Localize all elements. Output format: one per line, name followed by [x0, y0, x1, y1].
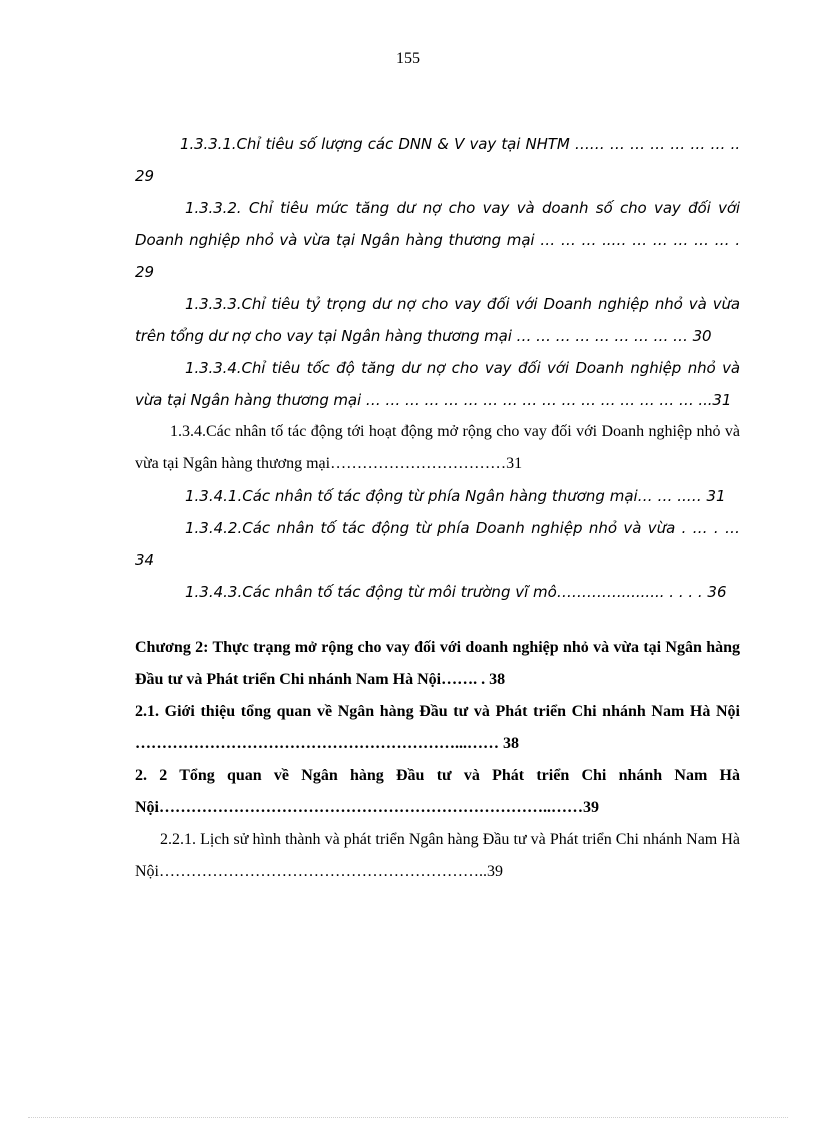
table-of-contents	[135, 128, 740, 888]
toc-entry-1-3-3-1: 1.3.3.1.Chỉ tiêu số lượng các DNN & V vay tại NHTM …… … … … … … … .. 29	[135, 135, 740, 185]
toc-entry-chapter-2: Chương 2: Thực trạng mở rộng cho vay đối với doanh nghiệp nhỏ và vừa tại Ngân hàng Đầu tư và Phát triển Chi nhánh Nam Hà Nội……. . 38	[135, 639, 740, 688]
toc-entry-1-3-4-2: 1.3.4.2.Các nhân tố tác động từ phía Doanh nghiệp nhỏ và vừa . … . … 34	[135, 519, 740, 569]
toc-entry-1-3-3-3: 1.3.3.3.Chỉ tiêu tỷ trọng dư nợ cho vay đối với Doanh nghiệp nhỏ và vừa trên tổng dư nợ cho vay tại Ngân hàng thương mại … … … … … … … … … 30	[135, 295, 740, 345]
toc-entry-2-1: 2.1. Giới thiệu tổng quan về Ngân hàng Đầu tư và Phát triển Chi nhánh Nam Hà Nội ……………………………………………………...…… 38	[135, 703, 740, 752]
toc-entry-1-3-4: 1.3.4.Các nhân tố tác động tới hoạt động mở rộng cho vay đối với Doanh nghiệp nhỏ và vừa tại Ngân hàng thương mại……………………………31	[135, 423, 740, 472]
toc-entry-1-3-4-3: 1.3.4.3.Các nhân tố tác động từ môi trường vĩ mô………….......... . . . . 36	[185, 583, 727, 601]
toc-entry-1-3-3-2: 1.3.3.2. Chỉ tiêu mức tăng dư nợ cho vay và doanh số cho vay đối với Doanh nghiệp nhỏ và vừa tại Ngân hàng thương mại … … … ..… … … … … … . 29	[135, 199, 740, 281]
section-gap	[135, 608, 740, 632]
page-number: 155	[396, 50, 420, 67]
toc-entry-2-2: 2. 2 Tổng quan về Ngân hàng Đầu tư và Phát triển Chi nhánh Nam Hà Nội………………………………………………………………..……39	[135, 767, 740, 816]
toc-entry-1-3-3-4: 1.3.3.4.Chỉ tiêu tốc độ tăng dư nợ cho vay đối với Doanh nghiệp nhỏ và vừa tại Ngân hàng thương mại … … … … … … … … … … … … … … … … … ...31	[135, 359, 740, 409]
page-bottom-divider	[28, 1117, 788, 1118]
toc-entry-2-2-1: 2.2.1. Lịch sử hình thành và phát triển Ngân hàng Đầu tư và Phát triển Chi nhánh Nam Hà Nội……………………………………………………..39	[135, 831, 740, 880]
toc-entry-1-3-4-1: 1.3.4.1.Các nhân tố tác động từ phía Ngân hàng thương mại… … ..… 31	[185, 487, 726, 505]
